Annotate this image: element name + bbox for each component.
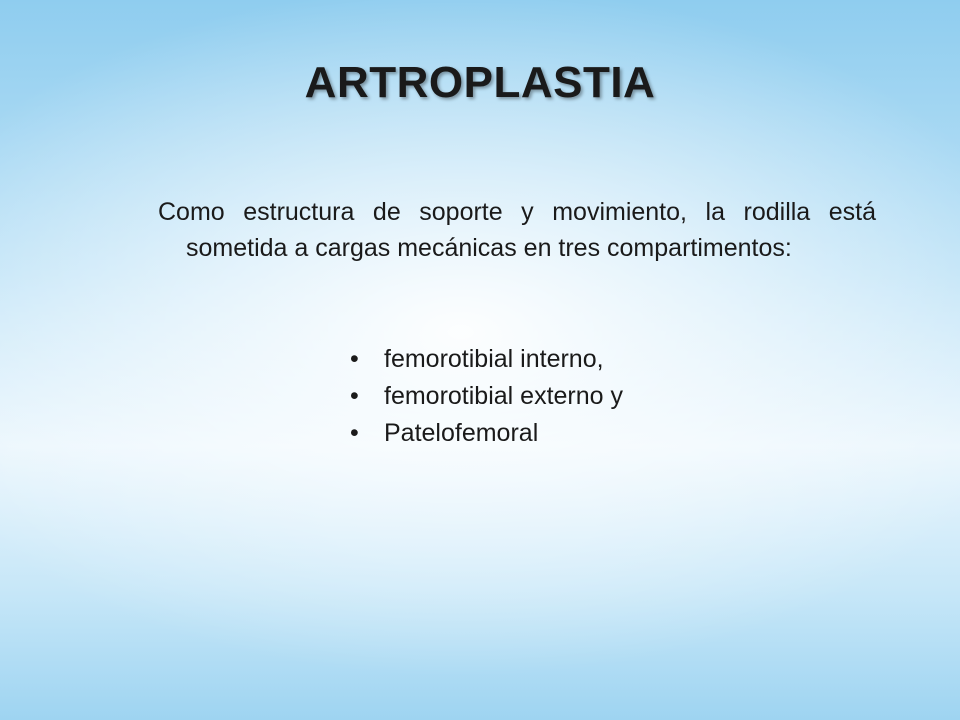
list-item [350,415,623,452]
list-item-text: Patelofemoral [384,419,539,447]
list-item-text: femorotibial interno, [384,345,604,373]
slide-title: ARTROPLASTIA [304,58,656,107]
list-item [350,341,623,378]
intro-paragraph: Como estructura de soporte y movimiento, la rodilla está sometida a cargas mecánicas en tres compartimentos: [158,198,876,262]
list-item [350,378,623,415]
bullet-icon: • [350,345,359,373]
compartment-list [350,341,623,452]
list-item-text: femorotibial externo y [384,382,624,410]
bullet-icon: • [350,382,359,410]
bullet-icon: • [350,419,359,447]
